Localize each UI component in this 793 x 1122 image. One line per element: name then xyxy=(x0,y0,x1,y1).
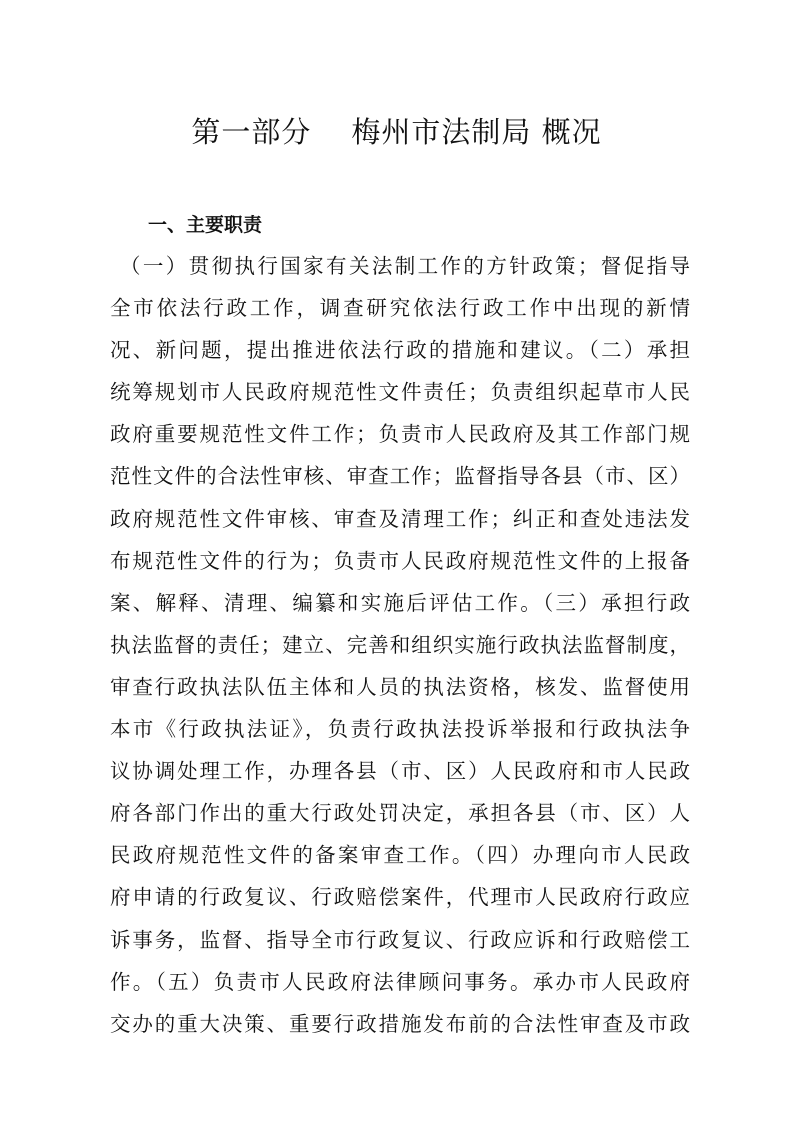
title-part: 第一部分 xyxy=(191,115,312,149)
body-line: 统筹规划市人民政府规范性文件责任；负责组织起草市人民 xyxy=(110,380,690,405)
page-title xyxy=(0,110,793,151)
body-line: 府各部门作出的重大行政处罚决定，承担各县（市、区）人 xyxy=(110,801,690,826)
body-line: 议协调处理工作，办理各县（市、区）人民政府和市人民政 xyxy=(110,759,690,784)
body-line: 全市依法行政工作，调查研究依法行政工作中出现的新情 xyxy=(110,296,690,321)
body-line: 布规范性文件的行为；负责市人民政府规范性文件的上报备 xyxy=(110,548,690,573)
body-line: 审查行政执法队伍主体和人员的执法资格，核发、监督使用 xyxy=(110,674,690,699)
body-line: 执法监督的责任；建立、完善和组织实施行政执法监督制度， xyxy=(110,632,690,657)
title-org: 梅州市法制局 概况 xyxy=(351,115,602,149)
body-line: 案、解释、清理、编纂和实施后评估工作。（三）承担行政 xyxy=(110,590,690,615)
body-line: 交办的重大决策、重要行政措施发布前的合法性审查及市政 xyxy=(110,1011,690,1036)
body-line: 府申请的行政复议、行政赔偿案件，代理市人民政府行政应 xyxy=(110,885,690,910)
body-line: 民政府规范性文件的备案审查工作。（四）办理向市人民政 xyxy=(110,843,690,868)
body-line: 范性文件的合法性审核、审查工作；监督指导各县（市、区） xyxy=(110,464,690,489)
body-line: 诉事务，监督、指导全市行政复议、行政应诉和行政赔偿工 xyxy=(110,927,690,952)
body-line: 政府重要规范性文件工作；负责市人民政府及其工作部门规 xyxy=(110,422,690,447)
body-text xyxy=(110,245,690,1045)
body-line: 作。（五）负责市人民政府法律顾问事务。承办市人民政府 xyxy=(110,969,690,994)
body-line: 政府规范性文件审核、审查及清理工作；纠正和查处违法发 xyxy=(110,506,690,531)
body-line: 况、新问题，提出推进依法行政的措施和建议。（二）承担 xyxy=(110,338,690,363)
body-line: （一）贯彻执行国家有关法制工作的方针政策；督促指导 xyxy=(120,254,690,278)
section-heading: 一、主要职责 xyxy=(148,214,263,236)
body-line: 本市《行政执法证》，负责行政执法投诉举报和行政执法争 xyxy=(110,717,690,742)
